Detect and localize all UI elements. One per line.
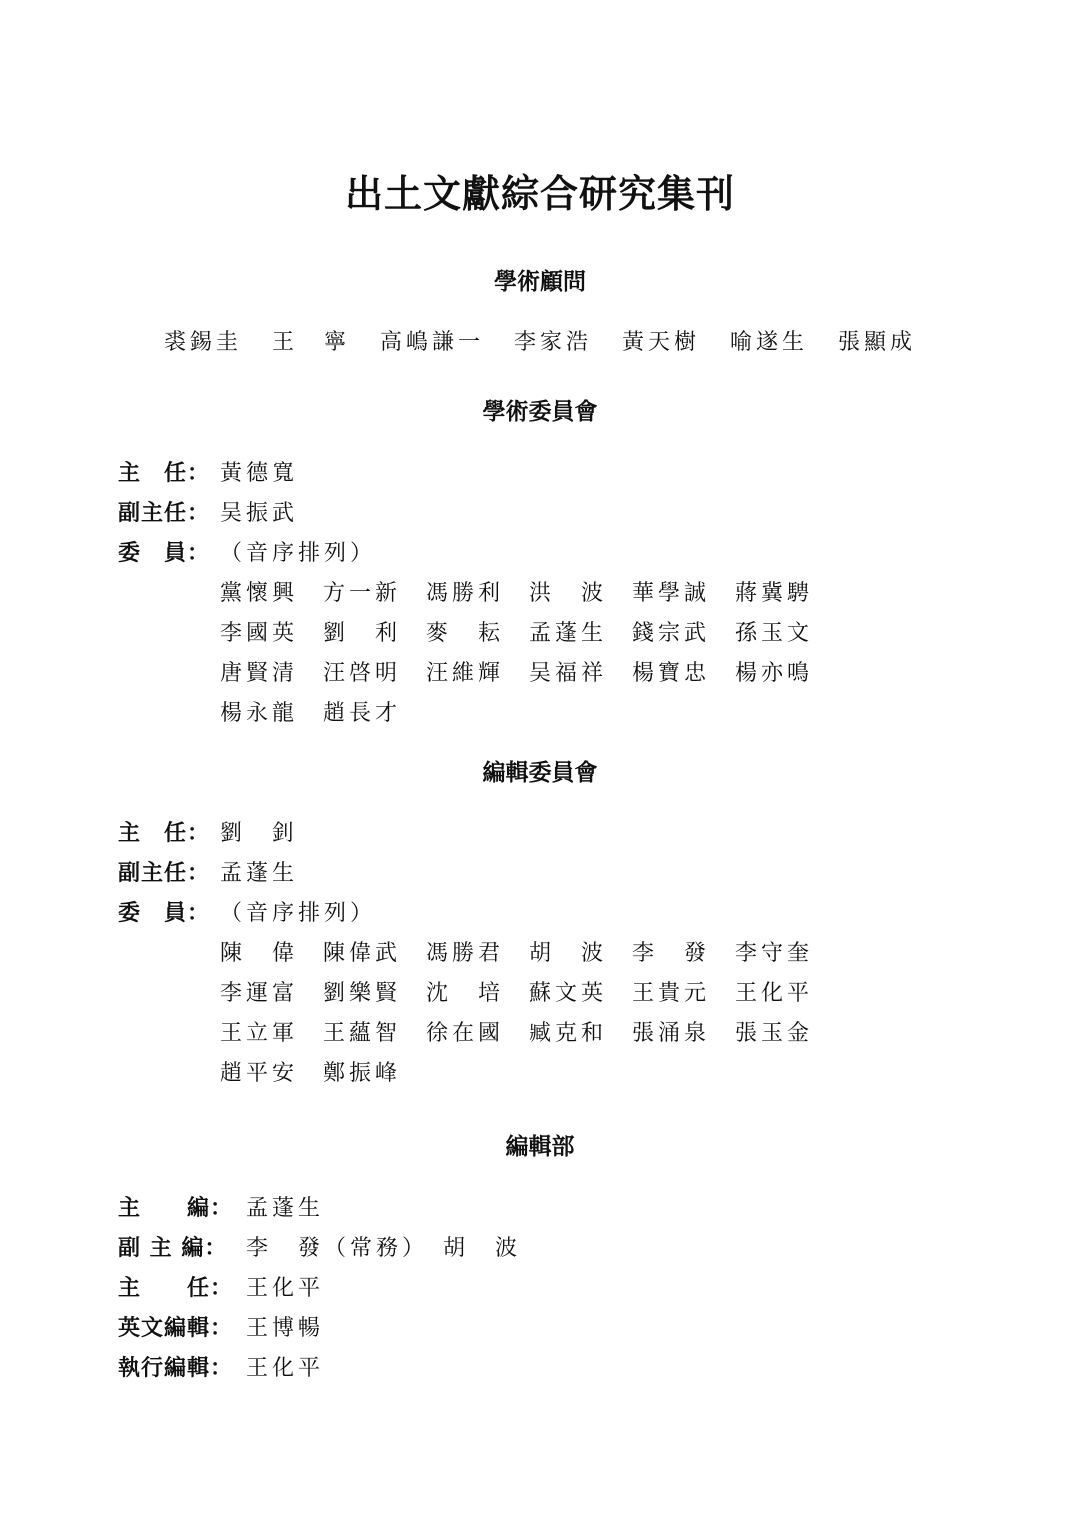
member-name: 沈 培 — [426, 981, 505, 1006]
member-row — [220, 694, 840, 734]
member-name: 唐賢清 — [220, 661, 299, 686]
academic-committee-heading: 學術委員會 — [482, 398, 598, 425]
role-label: 英文編輯： — [118, 1315, 234, 1341]
member-name: 楊寶忠 — [632, 661, 711, 686]
editorial-director-row — [118, 816, 298, 851]
editorial-committee-heading: 編輯委員會 — [482, 759, 598, 786]
member-name: 蘇文英 — [529, 981, 608, 1006]
journal-title: 出土文獻綜合研究集刊 — [344, 171, 735, 216]
member-name: 李國英 — [220, 621, 299, 646]
academic-members-list — [220, 574, 840, 734]
member-name: 張玉金 — [735, 1021, 814, 1046]
member-name: 馮勝君 — [426, 941, 505, 966]
role-label: 委 員： — [118, 540, 211, 566]
role-label: 副主任： — [118, 860, 211, 886]
advisor-name: 張顯成 — [838, 330, 917, 355]
role-value: 吴振武 — [220, 501, 299, 526]
role-value: 劉 釗 — [220, 821, 299, 846]
role-value: 李 發（常務） 胡 波 — [246, 1236, 522, 1261]
member-name: 錢宗武 — [632, 621, 711, 646]
member-row — [220, 974, 840, 1014]
member-name: 孫玉文 — [735, 621, 814, 646]
advisor-name: 裘錫圭 — [163, 330, 242, 355]
member-row — [220, 1014, 840, 1054]
advisor-name: 喻遂生 — [730, 330, 809, 355]
member-name: 洪 波 — [529, 581, 608, 606]
member-name: 黨懷興 — [220, 581, 299, 606]
member-name: 方一新 — [323, 581, 402, 606]
deputy-editor-row — [118, 1231, 521, 1266]
member-name: 徐在國 — [426, 1021, 505, 1046]
english-editor-row — [118, 1311, 324, 1346]
member-name: 吴福祥 — [529, 661, 608, 686]
academic-members-row — [118, 536, 376, 571]
member-row — [220, 934, 840, 974]
member-row — [220, 1054, 840, 1094]
member-row — [220, 654, 840, 694]
member-name: 趙長才 — [323, 701, 402, 726]
member-name: 張涌泉 — [632, 1021, 711, 1046]
role-label: 副 主 編： — [118, 1235, 228, 1261]
member-name: 王化平 — [735, 981, 814, 1006]
academic-director-row — [118, 456, 298, 491]
member-name: 孟蓬生 — [529, 621, 608, 646]
member-name: 胡 波 — [529, 941, 608, 966]
member-row — [220, 614, 840, 654]
member-name: 李守奎 — [735, 941, 814, 966]
member-name: 汪維輝 — [426, 661, 505, 686]
role-value: 孟蓬生 — [220, 861, 299, 886]
role-value: 孟蓬生 — [246, 1196, 325, 1221]
member-name: 陳偉武 — [323, 941, 402, 966]
member-name: 陳 偉 — [220, 941, 299, 966]
member-name: 劉 利 — [323, 621, 402, 646]
role-label: 委 員： — [118, 900, 211, 926]
member-name: 王立軍 — [220, 1021, 299, 1046]
members-order-note: （音序排列） — [220, 541, 377, 566]
academic-advisors-list — [0, 326, 1080, 360]
role-value: 王化平 — [246, 1276, 325, 1301]
editorial-department-heading: 編輯部 — [505, 1133, 575, 1160]
role-label: 副主任： — [118, 500, 211, 526]
academic-deputy-row — [118, 496, 298, 531]
member-name: 李 發 — [632, 941, 711, 966]
role-label: 主 編： — [118, 1195, 234, 1221]
member-name: 楊亦鳴 — [735, 661, 814, 686]
member-name: 劉樂賢 — [323, 981, 402, 1006]
member-name: 鄭振峰 — [323, 1061, 402, 1086]
member-name: 趙平安 — [220, 1061, 299, 1086]
editorial-members-row — [118, 896, 376, 931]
member-name: 馮勝利 — [426, 581, 505, 606]
role-label: 執行編輯： — [118, 1355, 234, 1381]
chief-editor-row — [118, 1191, 324, 1226]
member-row — [220, 574, 840, 614]
member-name: 麥 耘 — [426, 621, 505, 646]
advisor-name: 王 寧 — [271, 330, 350, 355]
advisor-name: 高嶋謙一 — [379, 330, 484, 355]
member-name: 李運富 — [220, 981, 299, 1006]
role-label: 主 任： — [118, 1275, 234, 1301]
role-label: 主 任： — [118, 820, 211, 846]
role-value: 王博暢 — [246, 1316, 325, 1341]
advisor-name: 李家浩 — [513, 330, 592, 355]
academic-advisors-heading: 學術顧問 — [494, 268, 586, 295]
member-name: 王貴元 — [632, 981, 711, 1006]
member-name: 楊永龍 — [220, 701, 299, 726]
role-value: 王化平 — [246, 1356, 325, 1381]
department-director-row — [118, 1271, 324, 1306]
role-value: 黃德寬 — [220, 461, 299, 486]
member-name: 華學誠 — [632, 581, 711, 606]
member-name: 汪啓明 — [323, 661, 402, 686]
editorial-members-list — [220, 934, 840, 1094]
role-label: 主 任： — [118, 460, 211, 486]
member-name: 蔣冀騁 — [735, 581, 814, 606]
member-name: 王蘊智 — [323, 1021, 402, 1046]
executive-editor-row — [118, 1351, 324, 1386]
member-name: 臧克和 — [529, 1021, 608, 1046]
editorial-deputy-row — [118, 856, 298, 891]
advisor-name: 黃天樹 — [622, 330, 701, 355]
members-order-note: （音序排列） — [220, 901, 377, 926]
